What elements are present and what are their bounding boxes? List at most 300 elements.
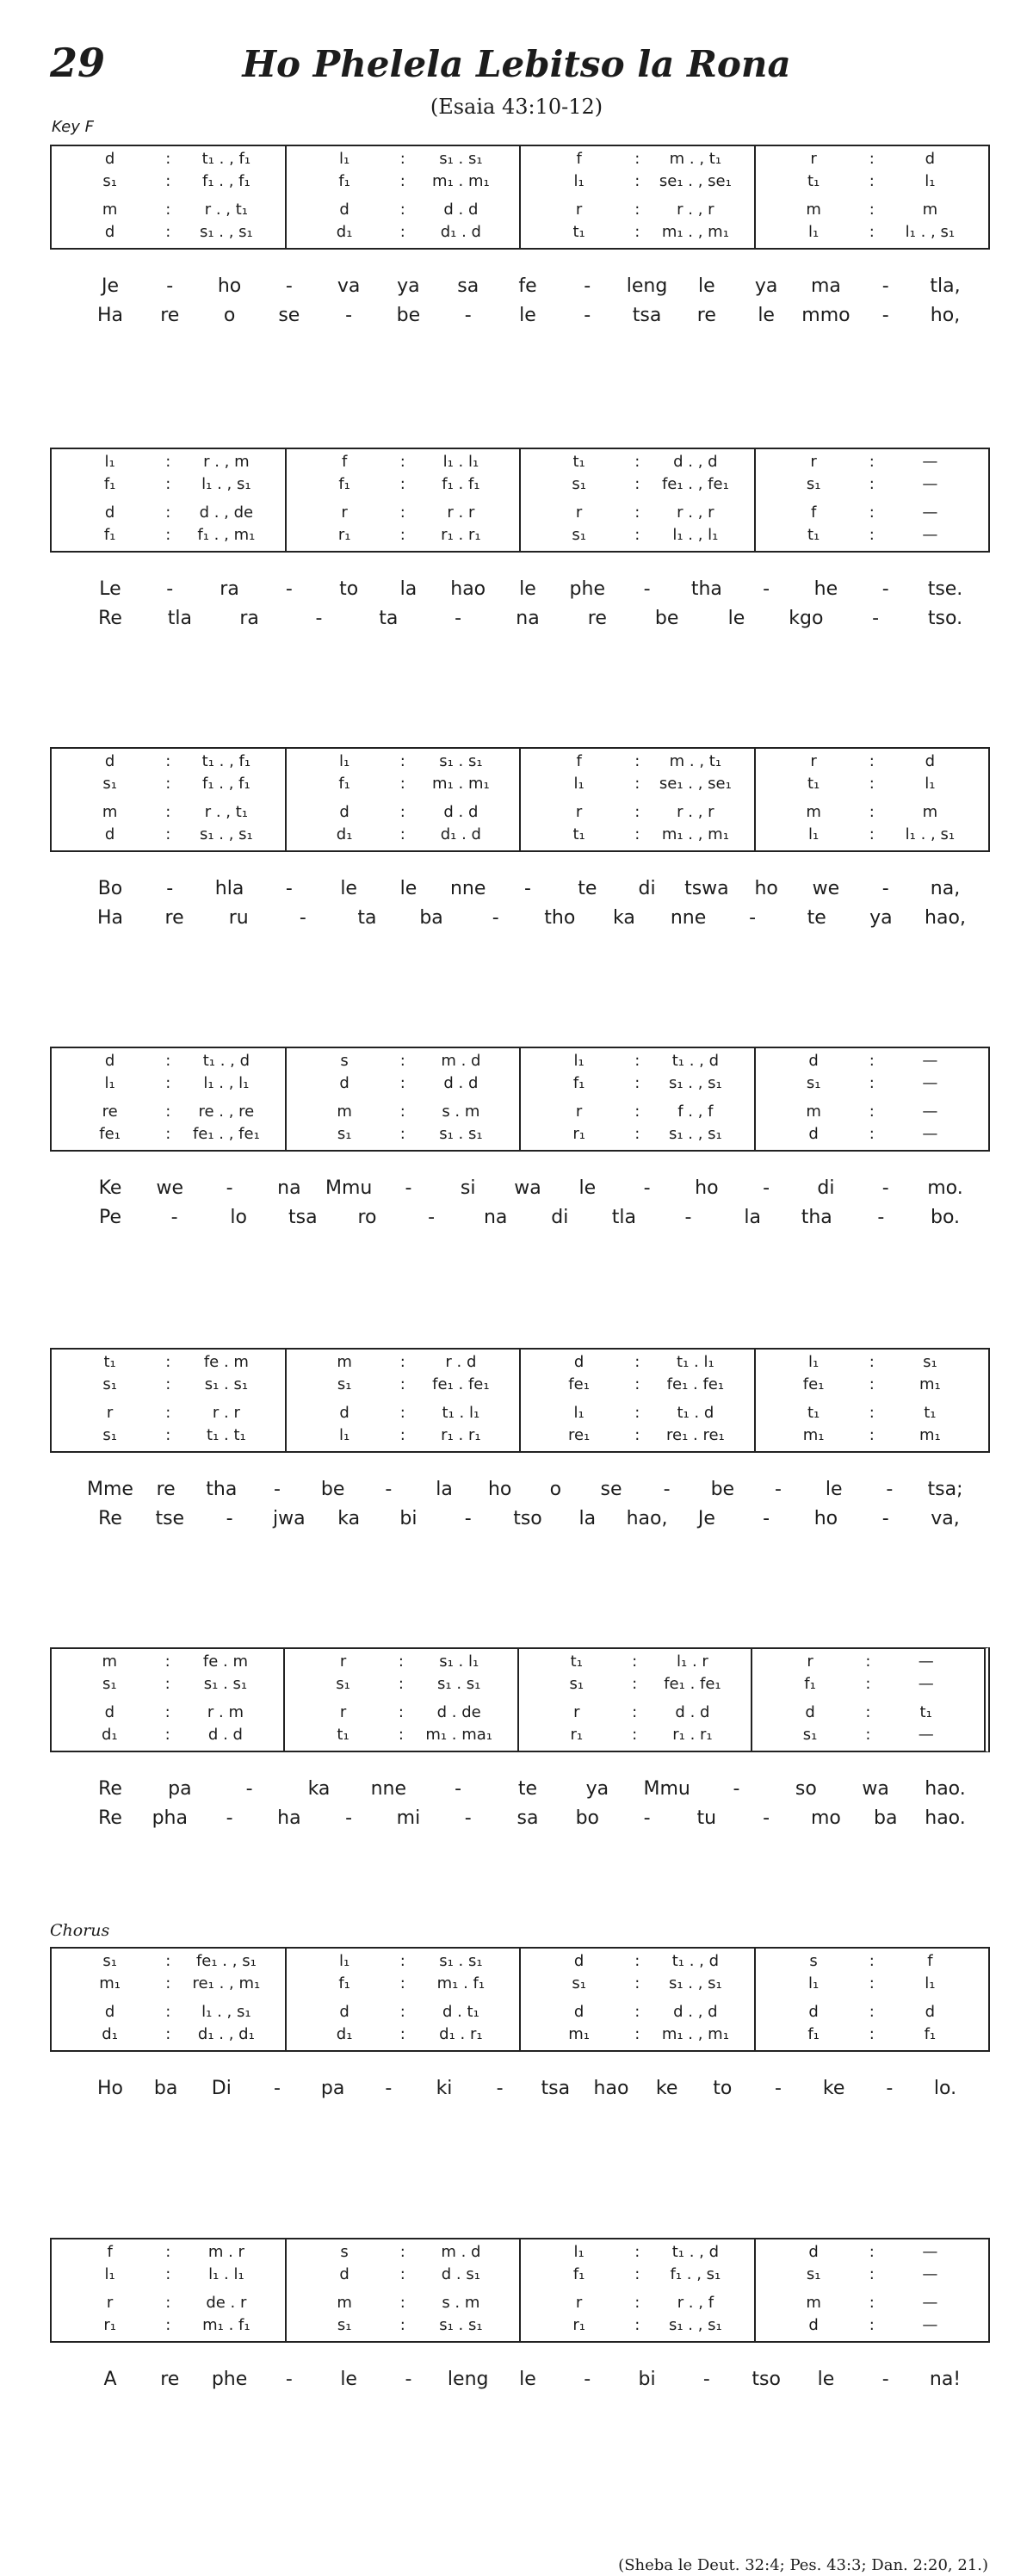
- beat-colon: :: [399, 803, 405, 821]
- beat-colon: :: [869, 223, 875, 241]
- note-beat-1: r: [339, 1652, 347, 1671]
- note-beat-2: t₁ . t₁: [207, 1426, 246, 1444]
- note-beat-2: re₁ . , m₁: [192, 1974, 261, 1992]
- lyric-syllable: phe: [569, 578, 606, 600]
- note-beat-1: f₁: [572, 1074, 585, 1092]
- note-beat-2: d . , d: [673, 453, 718, 471]
- note-beat-1: r: [810, 752, 817, 770]
- note-beat-1: d: [808, 2003, 819, 2021]
- lyric-syllable: Re: [98, 1508, 122, 1529]
- note-beat-1: d: [339, 1074, 349, 1092]
- note-beat-2: m . , t₁: [669, 752, 722, 770]
- beat-colon: :: [634, 2243, 640, 2261]
- note-beat-2: m₁ . ma₁: [425, 1726, 493, 1744]
- voice-row: [52, 1404, 285, 1424]
- syllable-hyphen: -: [315, 608, 323, 629]
- voice-row: [287, 1404, 520, 1424]
- note-beat-1: f: [810, 503, 817, 522]
- lyric-syllable: ho,: [930, 305, 961, 326]
- lyric-line: [50, 878, 990, 902]
- note-beat-1: r: [575, 201, 583, 219]
- lyric-syllable: mmo: [801, 305, 851, 326]
- voice-row: [756, 1974, 989, 1995]
- note-beat-2: fe₁ . , fe₁: [661, 475, 729, 493]
- beat-colon: :: [869, 475, 875, 493]
- voice-row: [521, 1375, 754, 1396]
- beat-colon: :: [398, 1652, 404, 1671]
- note-beat-2: m₁: [919, 1426, 941, 1444]
- note-beat-2: d₁ . d: [440, 223, 481, 241]
- voice-row: [52, 1074, 285, 1095]
- note-beat-1: fe₁: [802, 1375, 825, 1393]
- beat-colon: :: [869, 1375, 875, 1393]
- note-beat-1: f₁: [807, 2025, 820, 2043]
- beat-colon: :: [634, 1052, 640, 1070]
- beat-colon: :: [865, 1652, 871, 1671]
- voice-row: [52, 475, 285, 496]
- note-beat-1: d: [104, 150, 115, 168]
- lyric-syllable: le: [758, 305, 775, 326]
- voice-row: [287, 1103, 520, 1123]
- measure: [287, 449, 522, 551]
- note-beat-1: f: [576, 752, 582, 770]
- note-beat-2: m₁ . f₁: [202, 2316, 251, 2334]
- note-beat-1: l₁: [808, 1353, 820, 1371]
- beat-colon: :: [869, 503, 875, 522]
- beat-colon: :: [399, 1404, 405, 1422]
- music-system: [50, 1947, 990, 2102]
- beat-colon: :: [634, 453, 640, 471]
- beat-colon: :: [399, 775, 405, 793]
- beat-colon: :: [632, 1675, 638, 1693]
- voice-row: [756, 475, 989, 496]
- note-beat-2: s₁ . s₁: [439, 150, 483, 168]
- syllable-hyphen: -: [496, 2078, 504, 2099]
- voice-row: [52, 453, 285, 473]
- music-system: [50, 1047, 990, 1231]
- note-beat-1: r: [810, 150, 817, 168]
- hymn-number: 29: [50, 40, 106, 86]
- lyric-syllable: tla: [167, 608, 192, 629]
- syllable-hyphen: -: [584, 275, 591, 297]
- measure: [756, 1048, 989, 1150]
- lyric-syllable: A: [103, 2369, 117, 2390]
- lyric-syllable: le: [519, 2369, 536, 2390]
- voice-row: [285, 1726, 516, 1746]
- note-beat-2: l₁: [925, 1974, 936, 1992]
- note-beat-2: l₁ . l₁: [442, 453, 479, 471]
- note-beat-1: r: [341, 503, 348, 522]
- note-beat-1: s₁: [337, 2316, 352, 2334]
- voice-row: [756, 752, 989, 773]
- note-beat-1: t₁: [807, 172, 820, 190]
- lyric-syllable: le: [399, 878, 418, 899]
- syllable-hyphen: -: [464, 305, 472, 326]
- voice-row: [756, 1375, 989, 1396]
- lyric-syllable: Je: [697, 1508, 715, 1529]
- lyric-syllable: ya: [585, 1778, 609, 1800]
- voice-row: [287, 1952, 520, 1973]
- note-beat-1: fe₁: [99, 1125, 121, 1143]
- note-beat-2: f₁ . , s₁: [670, 2265, 721, 2283]
- beat-colon: :: [634, 201, 640, 219]
- voice-row: [756, 1074, 989, 1095]
- note-beat-2: d₁ . r₁: [439, 2025, 483, 2043]
- note-beat-1: s₁: [806, 475, 821, 493]
- beat-colon: :: [865, 1703, 871, 1721]
- lyric-line: [50, 1807, 990, 1832]
- note-beat-1: d: [104, 752, 115, 770]
- beat-colon: :: [165, 2243, 171, 2261]
- voice-row: [521, 803, 754, 824]
- beat-colon: :: [165, 2316, 171, 2334]
- beat-colon: :: [165, 1375, 171, 1393]
- lyric-syllable: so: [795, 1778, 817, 1800]
- measure: [285, 1649, 518, 1751]
- note-beat-2: d . de: [436, 1703, 481, 1721]
- note-beat-2: —: [922, 526, 938, 544]
- note-beat-1: m: [102, 803, 118, 821]
- syllable-hyphen: -: [886, 2078, 894, 2099]
- note-beat-2: d: [925, 150, 936, 168]
- voice-row: [519, 1675, 751, 1696]
- beat-colon: :: [164, 1675, 170, 1693]
- beat-colon: :: [634, 775, 640, 793]
- lyric-syllable: Mmu: [643, 1778, 690, 1800]
- lyric-syllable: ki: [436, 2078, 453, 2099]
- note-beat-1: re₁: [567, 1426, 591, 1444]
- syllable-hyphen: -: [702, 2369, 710, 2390]
- voice-row: [285, 1652, 516, 1673]
- syllable-hyphen: -: [663, 1479, 671, 1500]
- lyric-syllable: Re: [98, 608, 122, 629]
- note-beat-2: —: [918, 1652, 934, 1671]
- syllable-hyphen: -: [643, 1807, 651, 1829]
- lyric-syllable: na,: [930, 878, 961, 899]
- syllable-hyphen: -: [881, 1177, 889, 1199]
- note-beat-1: t₁: [807, 526, 820, 544]
- lyric-syllable: Re: [98, 1778, 122, 1800]
- beat-colon: :: [869, 526, 875, 544]
- measure: [521, 1949, 756, 2050]
- note-beat-2: l₁ . , l₁: [203, 1074, 250, 1092]
- beat-colon: :: [869, 1074, 875, 1092]
- voice-row: [521, 223, 754, 244]
- lyric-line: [50, 1479, 990, 1503]
- measure: [756, 449, 989, 551]
- lyric-syllable: le: [340, 2369, 357, 2390]
- lyric-syllable: ka: [307, 1778, 331, 1800]
- lyric-syllable: di: [551, 1207, 569, 1228]
- note-beat-2: d . d: [675, 1703, 710, 1721]
- syllable-hyphen: -: [763, 578, 770, 600]
- note-beat-1: f: [107, 2243, 113, 2261]
- voice-row: [287, 201, 520, 221]
- voice-row: [287, 150, 520, 170]
- note-beat-1: f₁: [338, 1974, 350, 1992]
- beat-colon: :: [634, 2294, 640, 2312]
- voice-row: [52, 2294, 285, 2314]
- beat-colon: :: [869, 2243, 875, 2261]
- lyric-syllable: ke: [822, 2078, 845, 2099]
- measure: [287, 146, 522, 248]
- beat-colon: :: [398, 1726, 404, 1744]
- note-beat-1: d: [339, 1404, 349, 1422]
- scripture-reference: (Esaia 43:10-12): [430, 95, 603, 119]
- voice-row: [756, 2294, 989, 2314]
- beat-colon: :: [165, 2025, 171, 2043]
- note-beat-2: s₁ . s₁: [437, 1675, 481, 1693]
- note-beat-1: d: [104, 825, 115, 843]
- lyric-syllable: tla,: [930, 275, 961, 297]
- voice-row: [287, 1426, 520, 1447]
- lyric-syllable: Mmu: [325, 1177, 373, 1199]
- note-beat-1: s₁: [102, 1952, 117, 1970]
- syllable-hyphen: -: [226, 1177, 233, 1199]
- voice-row: [287, 2025, 520, 2046]
- lyric-syllable: hla: [214, 878, 244, 899]
- voice-row: [756, 1426, 989, 1447]
- lyric-syllable: le: [698, 275, 715, 297]
- note-beat-1: r: [575, 1103, 583, 1121]
- lyric-syllable: le: [578, 1177, 597, 1199]
- voice-row: [521, 172, 754, 193]
- beat-colon: :: [165, 1074, 171, 1092]
- syllable-hyphen: -: [775, 2078, 782, 2099]
- beat-colon: :: [165, 201, 171, 219]
- lyric-syllable: ba: [419, 907, 443, 929]
- beat-colon: :: [399, 1074, 405, 1092]
- lyric-syllable: ra: [220, 578, 239, 600]
- note-beat-2: t₁ . l₁: [677, 1353, 714, 1371]
- note-beat-2: t₁ . d: [677, 1404, 714, 1422]
- note-beat-1: t₁: [807, 1404, 820, 1422]
- hymn-title: Ho Phelela Lebitso la Rona: [242, 43, 791, 85]
- note-beat-1: t₁: [572, 825, 585, 843]
- note-beat-1: s₁: [572, 1974, 586, 1992]
- score-box: [50, 145, 990, 250]
- syllable-hyphen: -: [274, 1479, 281, 1500]
- lyric-syllable: re: [156, 1479, 176, 1500]
- syllable-hyphen: -: [881, 1508, 889, 1529]
- beat-colon: :: [632, 1652, 638, 1671]
- voice-row: [521, 2294, 754, 2314]
- voice-row: [287, 503, 520, 524]
- note-beat-2: t₁: [924, 1404, 937, 1422]
- note-beat-1: l₁: [104, 2265, 115, 2283]
- beat-colon: :: [165, 2294, 171, 2312]
- measure: [521, 1048, 756, 1150]
- voice-row: [52, 803, 285, 824]
- lyric-syllable: we: [156, 1177, 184, 1199]
- voice-row: [521, 1353, 754, 1374]
- note-beat-2: m₁: [919, 1375, 941, 1393]
- lyric-syllable: sa: [457, 275, 479, 297]
- voice-row: [285, 1703, 516, 1724]
- syllable-hyphen: -: [455, 608, 462, 629]
- voice-row: [52, 2243, 285, 2264]
- beat-colon: :: [634, 223, 640, 241]
- lyric-syllable: be: [396, 305, 421, 326]
- score-box: [50, 1348, 990, 1453]
- measure: [756, 749, 989, 850]
- lyric-syllable: ke: [655, 2078, 678, 2099]
- lyric-syllable: jwa: [273, 1508, 306, 1529]
- beat-colon: :: [634, 2003, 640, 2021]
- beat-colon: :: [165, 1426, 171, 1444]
- note-beat-1: s₁: [102, 775, 117, 793]
- note-beat-1: t₁: [570, 1652, 583, 1671]
- beat-colon: :: [869, 172, 875, 190]
- note-beat-2: t₁ . , d: [671, 1952, 720, 1970]
- lyric-syllable: nne: [670, 907, 707, 929]
- lyric-syllable: tha: [690, 578, 722, 600]
- lyric-syllable: ba: [153, 2078, 178, 2099]
- beat-colon: :: [869, 1426, 875, 1444]
- beat-colon: :: [399, 1974, 405, 1992]
- syllable-hyphen: -: [763, 1508, 770, 1529]
- note-beat-2: s₁: [923, 1353, 937, 1371]
- score-box: [50, 2238, 990, 2343]
- beat-colon: :: [399, 475, 405, 493]
- syllable-hyphen: -: [166, 878, 174, 899]
- voice-row: [52, 150, 285, 170]
- note-beat-2: l₁ . , l₁: [672, 526, 719, 544]
- syllable-hyphen: -: [385, 1479, 393, 1500]
- lyric-syllable: bo.: [930, 1207, 961, 1228]
- measure: [287, 1048, 522, 1150]
- lyric-syllable: leng: [626, 275, 668, 297]
- note-beat-1: d: [339, 201, 349, 219]
- beat-colon: :: [399, 172, 405, 190]
- voice-row: [521, 2025, 754, 2046]
- lyric-syllable: ta: [379, 608, 399, 629]
- note-beat-2: r . , t₁: [204, 201, 249, 219]
- note-beat-2: r . , r: [677, 803, 714, 821]
- note-beat-1: m: [337, 2294, 352, 2312]
- note-beat-1: l₁: [573, 1404, 585, 1422]
- note-beat-2: m: [922, 201, 938, 219]
- voice-row: [52, 2003, 285, 2023]
- beat-colon: :: [634, 2316, 640, 2334]
- note-beat-1: f₁: [103, 475, 116, 493]
- lyric-syllable: ya: [869, 907, 893, 929]
- voice-row: [287, 1074, 520, 1095]
- lyric-syllable: na: [516, 608, 540, 629]
- note-beat-1: d: [573, 1353, 585, 1371]
- syllable-hyphen: -: [643, 1177, 651, 1199]
- note-beat-2: —: [922, 2265, 938, 2283]
- measure: [52, 2239, 287, 2341]
- note-beat-2: m . , t₁: [669, 150, 722, 168]
- beat-colon: :: [634, 526, 640, 544]
- beat-colon: :: [165, 172, 171, 190]
- note-beat-2: m: [922, 803, 938, 821]
- lyric-syllable: si: [460, 1177, 476, 1199]
- voice-row: [521, 1074, 754, 1095]
- lyric-syllable: le: [825, 1479, 843, 1500]
- note-beat-2: l₁: [925, 775, 936, 793]
- lyric-syllable: Ha: [96, 907, 124, 929]
- syllable-hyphen: -: [492, 907, 499, 929]
- measure: [521, 749, 756, 850]
- note-beat-2: —: [922, 453, 938, 471]
- note-beat-2: r . , m: [203, 453, 250, 471]
- score-box: [50, 448, 990, 553]
- beat-colon: :: [399, 2316, 405, 2334]
- note-beat-2: —: [922, 1125, 938, 1143]
- key-signature: Key F: [52, 118, 94, 136]
- syllable-hyphen: -: [881, 2369, 889, 2390]
- note-beat-2: l₁: [925, 172, 936, 190]
- syllable-hyphen: -: [226, 1508, 233, 1529]
- note-beat-1: r₁: [572, 2316, 585, 2334]
- voice-row: [756, 2265, 989, 2286]
- voice-row: [521, 150, 754, 170]
- voice-row: [287, 1375, 520, 1396]
- voice-row: [287, 223, 520, 244]
- lyric-syllable: re: [164, 907, 184, 929]
- syllable-hyphen: -: [245, 1778, 253, 1800]
- beat-colon: :: [634, 1952, 640, 1970]
- footnote: (Sheba le Deut. 32:4; Pes. 43:3; Dan. 2:20, 21.): [618, 2556, 988, 2574]
- lyric-syllable: be: [654, 608, 679, 629]
- lyric-syllable: kgo: [789, 608, 824, 629]
- lyric-syllable: le: [817, 2369, 835, 2390]
- lyric-syllable: re: [587, 608, 607, 629]
- syllable-hyphen: -: [428, 1207, 436, 1228]
- lyric-syllable: tse.: [927, 578, 963, 600]
- note-beat-2: d . s₁: [441, 2265, 480, 2283]
- lyric-syllable: tsa: [632, 305, 662, 326]
- voice-row: [287, 2294, 520, 2314]
- voice-row: [287, 172, 520, 193]
- measure: [52, 146, 287, 248]
- voice-row: [287, 752, 520, 773]
- syllable-hyphen: -: [881, 878, 889, 899]
- voice-row: [519, 1703, 751, 1724]
- lyric-syllable: pa: [320, 2078, 345, 2099]
- note-beat-2: d . d: [443, 201, 479, 219]
- note-beat-1: r: [810, 453, 817, 471]
- note-beat-1: r: [573, 1703, 580, 1721]
- note-beat-1: m: [337, 1353, 352, 1371]
- note-beat-1: s: [809, 1952, 818, 1970]
- beat-colon: :: [869, 1353, 875, 1371]
- lyric-syllable: se: [600, 1479, 622, 1500]
- voice-row: [52, 825, 285, 846]
- note-beat-1: r₁: [337, 526, 351, 544]
- note-beat-1: m: [806, 803, 821, 821]
- beat-colon: :: [869, 803, 875, 821]
- measure: [756, 146, 989, 248]
- lyric-syllable: Ke: [98, 1177, 122, 1199]
- note-beat-2: s . m: [442, 2294, 480, 2312]
- lyric-syllable: tsa;: [927, 1479, 963, 1500]
- lyric-syllable: va: [337, 275, 361, 297]
- lyric-syllable: bi: [399, 1508, 418, 1529]
- voice-row: [756, 1353, 989, 1374]
- beat-colon: :: [165, 1052, 171, 1070]
- lyric-syllable: le: [727, 608, 745, 629]
- voice-row: [52, 1652, 283, 1673]
- voice-row: [52, 1974, 285, 1995]
- note-beat-1: d: [808, 1125, 819, 1143]
- lyric-syllable: Le: [99, 578, 121, 600]
- beat-colon: :: [869, 825, 875, 843]
- lyric-syllable: hao.: [925, 1807, 966, 1829]
- note-beat-1: s₁: [102, 1375, 117, 1393]
